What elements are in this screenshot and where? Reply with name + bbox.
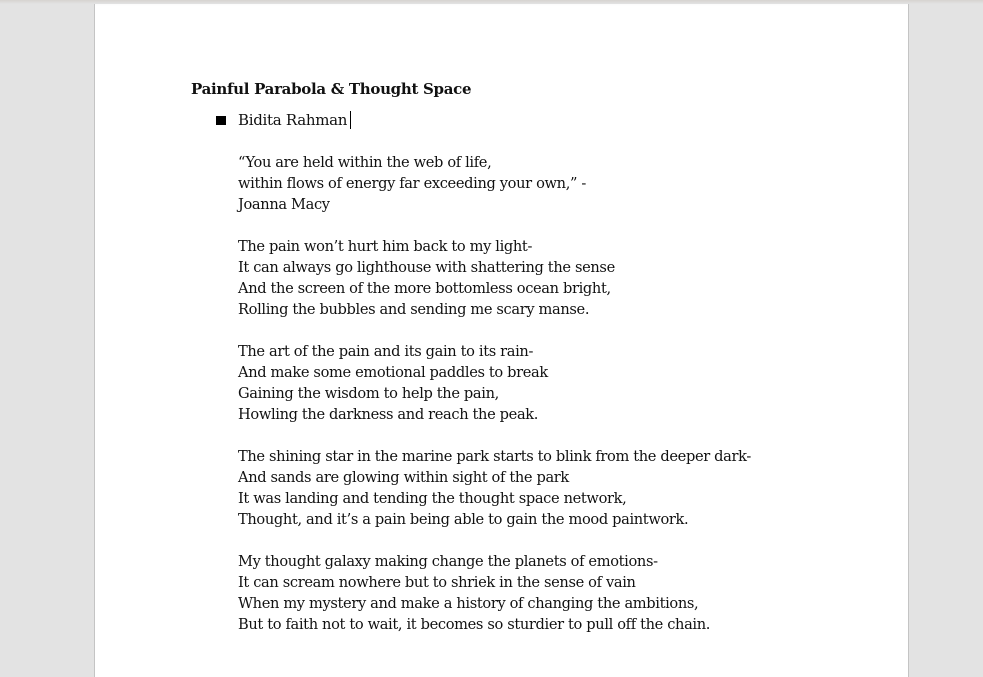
stanza-4 [191,551,751,635]
poem-line: “You are held within the web of life, [238,154,492,171]
poem-line: The pain won’t hurt him back to my light- [238,238,533,255]
stanza-1 [191,236,751,320]
stanza-2 [191,341,751,425]
text-cursor [350,111,351,129]
author-name: Bidita Rahman [238,111,348,129]
document-body[interactable] [191,78,751,635]
poem-line: It can always go lighthouse with shattering the sense [238,259,615,276]
poem-line: And make some emotional paddles to break [238,364,548,381]
poem-line: When my mystery and make a history of changing the ambitions, [238,595,699,612]
poem-line: within flows of energy far exceeding your own,” - [238,175,586,192]
poem-line: Gaining the wisdom to help the pain, [238,385,499,402]
poem-line: Joanna Macy [238,196,330,213]
document-page[interactable] [94,0,909,677]
poem-line: And sands are glowing within sight of the park [238,469,569,486]
poem-line: Rolling the bubbles and sending me scary manse. [238,301,590,318]
stanza-3 [191,446,751,530]
window-top-edge [0,0,983,4]
square-bullet-icon [216,116,226,125]
author-bullet-item[interactable] [191,109,751,131]
poem-line: My thought galaxy making change the planets of emotions- [238,553,658,570]
poem-line: But to faith not to wait, it becomes so sturdier to pull off the chain. [238,616,711,633]
poem-line: Thought, and it’s a pain being able to gain the mood paintwork. [238,511,689,528]
poem-title: Painful Parabola & Thought Space [191,80,472,98]
poem-line: It was landing and tending the thought space network, [238,490,627,507]
stanza-epigraph [191,152,751,215]
poem-line: And the screen of the more bottomless ocean bright, [238,280,611,297]
poem-line: The shining star in the marine park starts to blink from the deeper dark- [238,448,751,465]
poem-line: It can scream nowhere but to shriek in the sense of vain [238,574,636,591]
poem-line: Howling the darkness and reach the peak. [238,406,539,423]
poem-line: The art of the pain and its gain to its rain- [238,343,534,360]
